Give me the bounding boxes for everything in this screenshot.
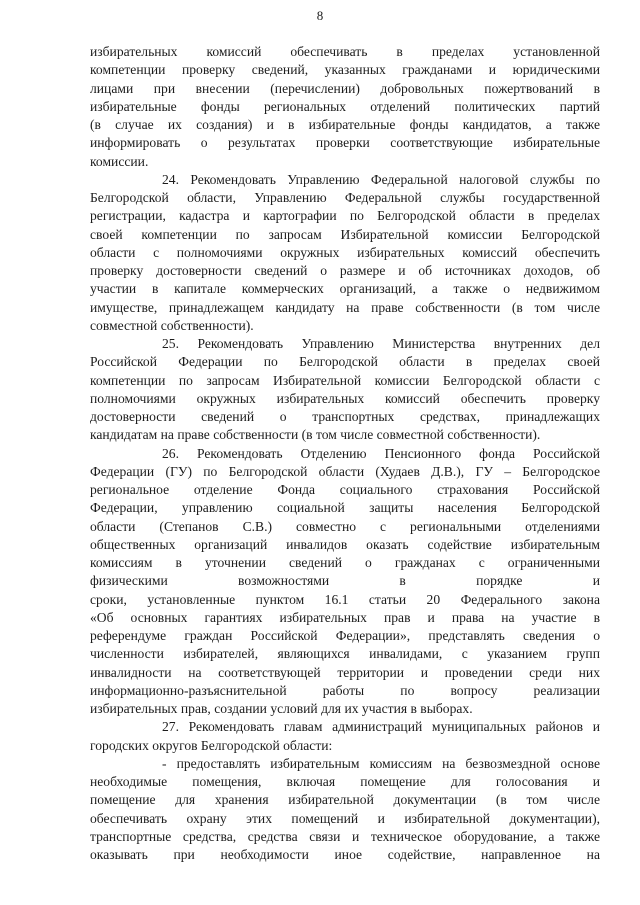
text-line: обеспечивать охрану этих помещений и избирательной документации), [90,810,600,826]
text-line: региональное отделение Фонда социального страхования Российской [90,482,600,497]
text-line: полномочиями окружных избирательных комиссий обеспечить проверку [90,390,600,406]
text-line: информационно-разъяснительной работы по вопросу реализации [90,682,600,698]
text-line: физическими возможностями в порядке и [90,573,600,589]
text-line: Белгородской области, Управлению Федеральной службы государственной [90,190,600,205]
document-body [90,43,600,864]
text-line: комиссии. [90,153,149,169]
page-number: 8 [316,8,324,23]
text-line: 25. Рекомендовать Управлению Министерства внутренних дел [162,336,600,351]
text-line: 26. Рекомендовать Отделению Пенсионного фонда Российской [162,445,600,461]
text-line: достоверности сведений о транспортных средствах, принадлежащих [90,409,600,424]
text-line: избирательных прав, создании условий для их участия в выборах. [90,701,473,716]
text-line: избирательных комиссий обеспечивать в пределах установленной [90,44,600,59]
text-line: имуществе, принадлежащем кандидату на праве собственности (в том числе [90,299,600,315]
text-line: городских округов Белгородской области: [90,737,333,753]
text-line: проверку достоверности сведений о размере и об источниках доходов, об [90,263,600,278]
text-line: избирательные фонды региональных отделений политических партий [90,98,600,114]
text-line: необходимые помещения, включая помещение для голосования и [90,774,600,789]
text-line: общественных организаций инвалидов оказать содействие избирательным [90,536,600,552]
text-line: транспортные средства, средства связи и техническое оборудование, а также [90,828,600,844]
text-line: Федерации, управлению социальной защиты населения Белгородской [90,500,600,516]
text-line: комиссиям в уточнении сведений о гражданах с ограниченными [90,555,600,570]
text-line: - предоставлять избирательным комиссиям на безвозмездной основе [162,755,600,771]
text-line: 24. Рекомендовать Управлению Федеральной налоговой службы по [162,171,600,187]
text-line: области с полномочиями окружных избирательных комиссий обеспечить [90,244,600,260]
text-line: кандидатам на праве собственности (в том числе совместной собственности). [90,427,541,443]
text-line: помещение для хранения избирательной документации (в том числе [90,792,600,808]
text-line: (в случае их создания) и в избирательные фонды кандидатов, а также [90,117,600,132]
text-line: сроки, установленные пунктом 16.1 статьи 20 Федерального закона [90,591,600,607]
text-line: компетенции по запросам Избирательной комиссии Белгородской области с [90,372,600,388]
text-line: оказывать при необходимости иное содействие, направленное на [90,847,600,862]
text-line: 27. Рекомендовать главам администраций муниципальных районов и [162,719,600,735]
text-line: компетенции проверку сведений, указанных гражданами и юридическими [90,62,600,78]
text-line: Федерации (ГУ) по Белгородской области (Худаев Д.В.), ГУ – Белгородское [90,463,600,479]
text-line: Российской Федерации по Белгородской области в пределах своей [90,354,600,370]
text-line: лицами при внесении (перечислении) добровольных пожертвований в [90,80,600,96]
text-line: своей компетенции по запросам Избирательной комиссии Белгородской [90,226,600,242]
text-line: совместной собственности). [90,317,254,333]
text-line: информировать о результатах проверки соответствующие избирательные [90,135,600,151]
text-line: «Об основных гарантиях избирательных прав и права на участие в [90,609,600,625]
text-line: участии в капитале коммерческих организаций, а также о недвижимом [90,281,600,297]
text-line: области (Степанов С.В.) совместно с региональными отделениями [90,518,600,534]
text-line: численности избирателей, являющихся инвалидами, с указанием групп [90,646,600,662]
text-line: референдуме граждан Российской Федерации», представлять сведения о [90,628,600,643]
text-line: регистрации, кадастра и картографии по Белгородской области в пределах [90,208,600,224]
text-line: инвалидности на соответствующей территории и проведении среди них [90,664,600,680]
